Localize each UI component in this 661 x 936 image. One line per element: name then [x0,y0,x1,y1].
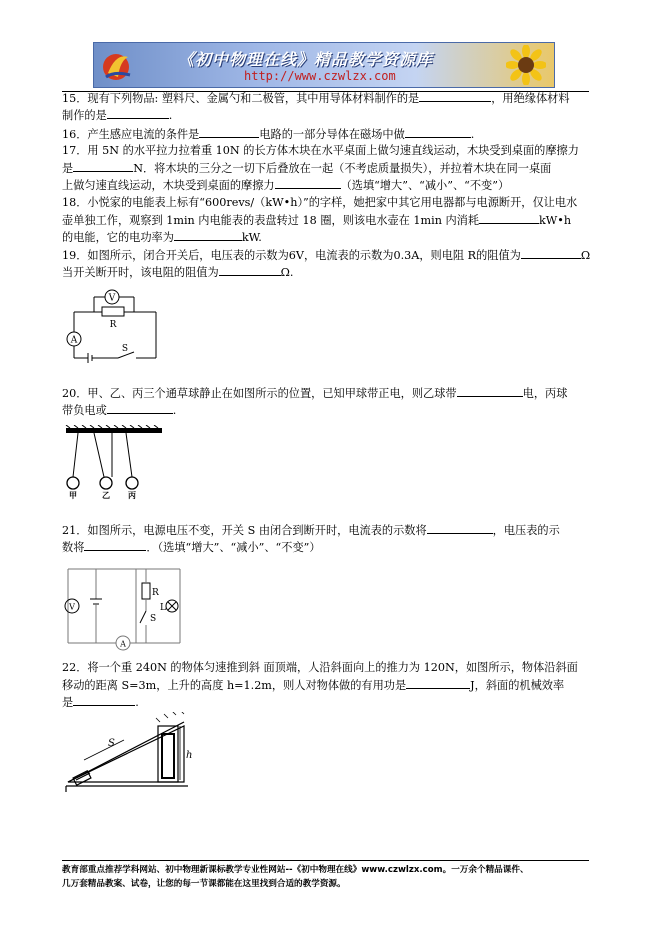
q18-line3: 的电能，它的电功率为 kW. [62,231,262,244]
footer-line2: 几万套精品教案、试卷，让您的每一节课都能在这里找到合适的教学资源。 [62,879,346,889]
q21-resistor-label: R [152,588,159,598]
q15-line2: 制作的是 . [62,109,173,122]
q21-switch-label: S [150,614,157,624]
q22-line2: 移动的距离 S=3m，上升的高度 h=1.2m，则人对物体做的有用功是 J，斜面的机械效率 [62,679,565,692]
sunflower-icon [506,45,546,85]
footer-line1: 教育部重点推荐学科网站、初中物理新课标教学专业性网站--《初中物理在线》www.czwlzx.com。一万余个精品课件、 [62,865,529,875]
q21-ammeter-label: A [120,639,126,649]
ball-label-yi: 乙 [102,490,110,500]
header-banner [93,42,555,88]
footer-rule [62,860,589,861]
ball-label-bing: 丙 [128,490,136,500]
banner-url: http://www.czwlzx.com [244,69,396,83]
q21-line2: 数将 ．（选填“增大”、“减小”、“不变”） [62,541,321,554]
voltmeter-label: V [108,293,116,304]
q20-line1: 20．甲、乙、丙三个通草球静止在如图所示的位置，已知甲球带正电，则乙球带 电，丙球 [62,387,568,400]
q17-line2: 是 N．将木块的三分之一切下后叠放在一起（不考虑质量损失），并拉着木块在同一桌面 [62,162,552,175]
q21-voltmeter-label: V [69,602,75,612]
banner-title: 《初中物理在线》精品教学资源库 [178,50,434,69]
resistor-label: R [109,320,117,330]
q19-line1: 19．如图所示，闭合开关后，电压表的示数为6V，电流表的示数为0.3A，则电阻 R的阻值为 Ω [62,249,591,262]
q22-line3: 是 . [62,696,139,709]
q21-line1: 21．如图所示，电源电压不变，开关 S 由闭合到断开时，电流表的示数将 ，电压表的示 [62,524,560,537]
q22-line1: 22．将一个重 240N 的物体匀速推到斜 面顶端，人沿斜面向上的推力为 120N，如图所示，物体沿斜面 [62,661,578,674]
q15-line1: 15．现有下列物品: 塑料尺、金属勺和二极管，其中用导体材料制作的是 ，用绝缘体材料 [62,92,570,105]
q17-line3: 上做匀速直线运动，木块受到桌面的摩擦力 （选填“增大”、“减小”、“不变”） [62,179,510,192]
ball-label-jia: 甲 [69,490,77,500]
q20-line2: 带负电或 . [62,404,177,417]
q19-line2: 当开关断开时，该电阻的阻值为 Ω. [62,266,294,279]
q18-line2: 壶单独工作，观察到 1min 内电能表的表盘转过 18 圈，则该电水壶在 1min 内消耗 kW•h [62,214,572,227]
incline-height-label: h [186,750,193,761]
q16-line1: 16．产生感应电流的条件是 电路的一部分导体在磁场中做 . [62,128,475,141]
q18-line1: 18．小悦家的电能表上标有“600revs/（kW•h）”的字样，她把家中其它用电器都与电源断开，仅让电水 [62,196,578,209]
site-logo-icon [100,47,136,83]
q17-line1: 17．用 5N 的水平拉力拉着重 10N 的长方体木块在水平桌面上做匀速直线运动，木块受到桌面的摩擦力 [62,144,579,157]
switch-label: S [121,344,129,354]
q20-pith-balls-diagram [64,425,164,500]
q21-lamp-label: L [160,603,166,613]
q21-circuit-diagram [64,563,184,653]
incline-length-label: S [108,738,115,749]
q22-incline-diagram [64,712,194,797]
ammeter-label: A [70,335,78,346]
q19-circuit-diagram [64,285,164,370]
